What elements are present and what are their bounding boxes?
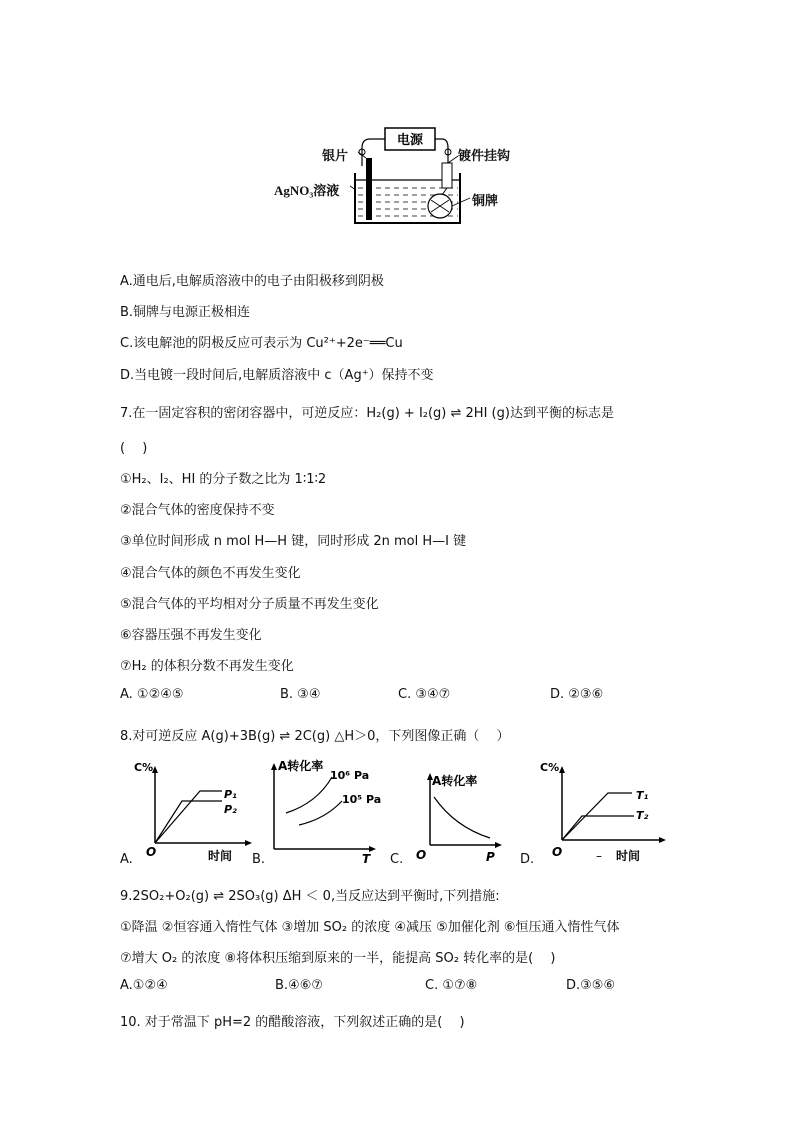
q9-option-a: A.①②④	[120, 978, 168, 993]
graph-d-curve1: T₁	[636, 789, 649, 802]
electroplating-apparatus-figure	[270, 118, 540, 233]
graph-a	[130, 758, 255, 868]
silver-label: 银片	[322, 149, 349, 164]
graph-d	[538, 758, 668, 868]
q7-item: ⑦H₂ 的体积分数不再发生变化	[120, 659, 294, 674]
graph-a-origin: O	[146, 845, 157, 859]
q10-stem: 10. 对于常温下 pH=2 的醋酸溶液，下列叙述正确的是( )	[120, 1015, 465, 1030]
power-label: 电源	[396, 133, 424, 148]
q7-paren: ( )	[120, 441, 148, 456]
graph-d-origin: O	[552, 845, 563, 859]
q9-stem: 9.2SO₂+O₂(g) ⇌ 2SO₃(g) ΔH ＜ 0,当反应达到平衡时,下列措施:	[120, 889, 500, 904]
graph-a-ylabel: C%	[134, 761, 154, 774]
graph-b-curve2: 10⁵ Pa	[342, 793, 382, 806]
graph-c-option: C.	[390, 852, 404, 867]
graph-c-xlabel: P	[486, 850, 495, 864]
graph-d-curve2: T₂	[636, 809, 649, 822]
q6-option-d: D.当电镀一段时间后,电解质溶液中 c（Ag⁺）保持不变	[120, 368, 434, 383]
graph-c-ylabel: A转化率	[432, 774, 478, 788]
q9-line3: ⑦增大 O₂ 的浓度 ⑧将体积压缩到原来的一半，能提高 SO₂ 转化率的是( )	[120, 951, 556, 966]
q9-option-c: C. ①⑦⑧	[425, 978, 478, 993]
q6-option-a: A.通电后,电解质溶液中的电子由阳极移到阴极	[120, 274, 384, 289]
q7-option-c: C. ③④⑦	[398, 687, 451, 702]
q7-option-a: A. ①②④⑤	[120, 687, 184, 702]
q6-option-b: B.铜牌与电源正极相连	[120, 305, 251, 320]
q7-item: ①H₂、I₂、HI 的分子数之比为 1∶1∶2	[120, 472, 327, 487]
q7-item: ⑤混合气体的平均相对分子质量不再发生变化	[120, 597, 379, 612]
q7-item: ②混合气体的密度保持不变	[120, 503, 275, 518]
hook-label: 镀件挂钩	[458, 149, 511, 164]
graph-d-option: D.	[520, 852, 535, 867]
graph-d-dash: –	[596, 849, 602, 863]
graph-d-xlabel: 时间	[616, 849, 641, 863]
graph-c-origin: O	[416, 848, 427, 862]
q9-line2: ①降温 ②恒容通入惰性气体 ③增加 SO₂ 的浓度 ④减压 ⑤加催化剂 ⑥恒压通入惰性气体	[120, 920, 620, 935]
graph-a-xlabel: 时间	[208, 849, 233, 863]
q7-option-b: B. ③④	[280, 687, 321, 702]
q9-option-d: D.③⑤⑥	[566, 978, 616, 993]
graph-a-curve2: P₂	[224, 803, 237, 816]
q6-option-c: C.该电解池的阴极反应可表示为 Cu²⁺+2e⁻══Cu	[120, 336, 403, 351]
q8-stem: 8.对可逆反应 A(g)+3B(g) ⇌ 2C(g) △H＞0，下列图像正确（ ）	[120, 729, 510, 744]
graph-d-ylabel: C%	[540, 761, 560, 774]
q7-option-d: D. ②③⑥	[550, 687, 604, 702]
graph-a-option: A.	[120, 852, 133, 867]
q9-option-b: B.④⑥⑦	[275, 978, 324, 993]
q7-item: ⑥容器压强不再发生变化	[120, 628, 262, 643]
q7-item: ③单位时间形成 n mol H—H 键，同时形成 2n mol H—I 键	[120, 534, 467, 549]
graph-a-curve1: P₁	[224, 788, 237, 801]
graph-c	[410, 765, 510, 865]
graph-b-ylabel: A转化率	[278, 759, 324, 773]
q7-item: ④混合气体的颜色不再发生变化	[120, 566, 301, 581]
graph-b-curve1: 10⁶ Pa	[330, 769, 370, 782]
solution-label: AgNO₃溶液	[274, 183, 340, 198]
copper-label: 铜牌	[472, 194, 499, 209]
graph-b	[262, 755, 387, 865]
graph-b-xlabel: T	[362, 852, 371, 865]
graph-b-option: B.	[252, 852, 266, 867]
q7-stem: 7.在一固定容积的密闭容器中，可逆反应：H₂(g) + I₂(g) ⇌ 2HI (g)达到平衡的标志是	[120, 406, 614, 421]
